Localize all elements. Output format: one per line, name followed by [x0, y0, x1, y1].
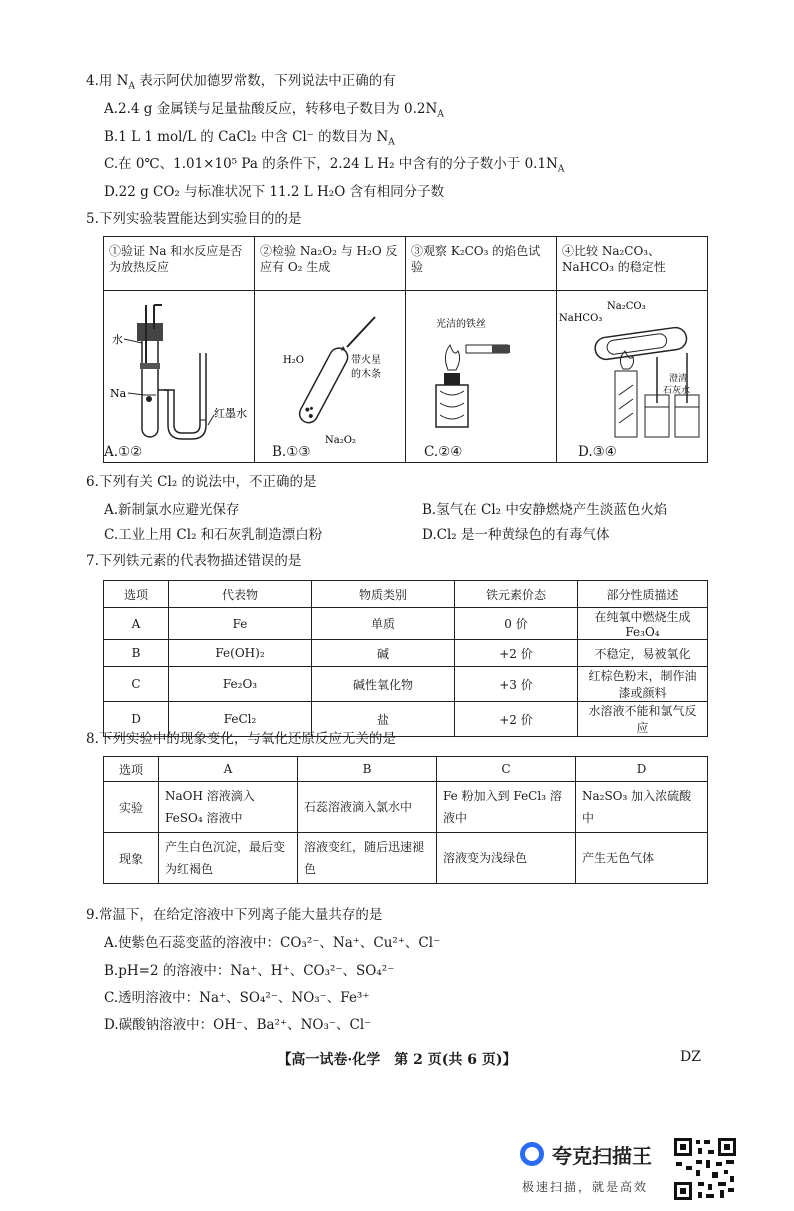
table-row: [104, 608, 708, 640]
label-nahco3: NaHCO₃: [559, 312, 603, 324]
cell: Fe 粉加入到 FeCl₃ 溶液中: [437, 782, 576, 833]
q7-header: 铁元素价态: [455, 581, 578, 608]
q7-header: 物质类别: [312, 581, 455, 608]
q8-header: C: [437, 757, 576, 782]
q7-header: 部分性质描述: [578, 581, 708, 608]
cell: 盐: [312, 702, 455, 737]
scanner-slogan: 极速扫描，就是高效: [522, 1180, 649, 1194]
cell: +2 价: [455, 702, 578, 737]
cell: Fe₂O₃: [169, 667, 312, 702]
q5-option-c: C.②④: [424, 444, 463, 460]
cell: 溶液变红，随后迅速褪色: [298, 833, 437, 884]
apparatus-na-water: [104, 290, 255, 462]
cell: 碱性氧化物: [312, 667, 455, 702]
q7-table: [103, 580, 708, 737]
qr-code-icon: [672, 1136, 738, 1202]
scanner-name: 夸克扫描王: [552, 1144, 652, 1168]
cell: FeCl₂: [169, 702, 312, 737]
q5-cell-4: ④比较 Na₂CO₃、NaHCO₃ 的稳定性: [557, 237, 708, 291]
q4-option-a: A.2.4 g 金属镁与足量盐酸反应，转移电子数目为 $0.2N_A$: [104, 101, 444, 120]
q5-cell-2: ②检验 Na₂O₂ 与 H₂O 反应有 O₂ 生成: [255, 237, 406, 291]
q8-header: B: [298, 757, 437, 782]
q8-header: A: [159, 757, 298, 782]
cell: A: [104, 608, 169, 640]
q4-option-d: D.22 g CO₂ 与标准状况下 11.2 L H₂O 含有相同分子数: [104, 184, 445, 200]
table-row: [104, 782, 708, 833]
apparatus-na2o2: [255, 290, 406, 462]
cell: Fe: [169, 608, 312, 640]
table-row: [104, 640, 708, 667]
q9-option-c: C.透明溶液中：Na⁺、SO₄²⁻、NO₃⁻、Fe³⁺: [104, 990, 370, 1006]
cell: Fe(OH)₂: [169, 640, 312, 667]
na2o2-diagram: [255, 295, 405, 455]
q8-header: D: [576, 757, 708, 782]
label-splint-2: 的木条: [351, 368, 381, 380]
table-row: [104, 833, 708, 884]
q8-stem: 8.下列实验中的现象变化，与氧化还原反应无关的是: [86, 731, 396, 747]
apparatus-carbonate-stability: [557, 290, 708, 462]
q6-option-a: A.新制氯水应避光保存: [104, 502, 240, 518]
q7-stem: 7.下列铁元素的代表物描述错误的是: [86, 553, 302, 569]
q9-stem: 9.常温下，在给定溶液中下列离子能大量共存的是: [86, 907, 383, 923]
q9-option-d: D.碳酸钠溶液中：OH⁻、Ba²⁺、NO₃⁻、Cl⁻: [104, 1017, 372, 1033]
scanner-watermark: [520, 1140, 670, 1200]
cell: Na₂SO₃ 加入浓硫酸中: [576, 782, 708, 833]
cell: +3 价: [455, 667, 578, 702]
cell: 产生白色沉淀，最后变为红褐色: [159, 833, 298, 884]
flame-test-diagram: [406, 295, 556, 455]
carbonate-diagram: [557, 295, 707, 455]
q5-apparatus-table: [103, 236, 708, 463]
row-label: 实验: [104, 782, 159, 833]
q6-option-d: D.Cl₂ 是一种黄绿色的有毒气体: [422, 527, 610, 543]
label-na2o2: Na₂O₂: [325, 434, 356, 446]
q6-stem: 6.下列有关 Cl₂ 的说法中，不正确的是: [86, 474, 317, 490]
q6-option-b: B.氢气在 Cl₂ 中安静燃烧产生淡蓝色火焰: [422, 502, 668, 518]
q5-cell-3: ③观察 K₂CO₃ 的焰色试验: [406, 237, 557, 291]
label-na2co3: Na₂CO₃: [607, 300, 646, 312]
q4-option-c: C.在 0℃、1.01×10⁵ Pa 的条件下，2.24 L H₂ 中含有的分子数小于 $0.1N_A$: [104, 156, 565, 175]
q8-header: 选项: [104, 757, 159, 782]
cell: B: [104, 640, 169, 667]
cell: 0 价: [455, 608, 578, 640]
label-h2o: H₂O: [283, 354, 304, 366]
cell: NaOH 溶液滴入 FeSO₄ 溶液中: [159, 782, 298, 833]
q5-option-a: A.①②: [104, 444, 143, 460]
label-water: 水: [112, 332, 123, 346]
cell: 单质: [312, 608, 455, 640]
q5-option-b: B.①③: [272, 444, 311, 460]
apparatus-flame-test: [406, 290, 557, 462]
cell: 溶液变为浅绿色: [437, 833, 576, 884]
label-na: Na: [110, 386, 127, 400]
cell: 在纯氧中燃烧生成 Fe₃O₄: [578, 608, 708, 640]
paper-code: DZ: [680, 1049, 701, 1065]
q6-option-c: C.工业上用 Cl₂ 和石灰乳制造漂白粉: [104, 527, 323, 543]
scanner-logo-icon: [520, 1142, 544, 1166]
label-limewater-2: 石灰水: [663, 385, 691, 396]
cell: 红棕色粉末，制作油漆或颜料: [578, 667, 708, 702]
cell: 石蕊溶液滴入氯水中: [298, 782, 437, 833]
q4-option-b: B.1 L 1 mol/L 的 CaCl₂ 中含 Cl⁻ 的数目为 $N_A$: [104, 129, 395, 148]
cell: 碱: [312, 640, 455, 667]
q9-option-b: B.pH=2 的溶液中：Na⁺、H⁺、CO₃²⁻、SO₄²⁻: [104, 963, 395, 979]
q7-header: 代表物: [169, 581, 312, 608]
table-row: [104, 667, 708, 702]
q7-header: 选项: [104, 581, 169, 608]
q5-cell-1: ①验证 Na 和水反应是否为放热反应: [104, 237, 255, 291]
q5-stem: 5.下列实验装置能达到实验目的的是: [86, 211, 302, 227]
label-iron-wire: 光洁的铁丝: [436, 318, 486, 330]
na-water-diagram: [104, 295, 254, 455]
cell: D: [104, 702, 169, 737]
row-label: 现象: [104, 833, 159, 884]
cell: 水溶液不能和氯气反应: [578, 702, 708, 737]
q5-option-d: D.③④: [578, 444, 617, 460]
page-footer: 【高一试卷·化学 第 2 页(共 6 页)】: [277, 1052, 517, 1068]
cell: +2 价: [455, 640, 578, 667]
q9-option-a: A.使紫色石蕊变蓝的溶液中：CO₃²⁻、Na⁺、Cu²⁺、Cl⁻: [104, 935, 441, 951]
label-limewater: 澄清: [669, 373, 688, 384]
q4-stem: 4.用 $N_A$ 表示阿伏加德罗常数，下列说法中正确的有: [86, 73, 396, 92]
cell: 不稳定，易被氧化: [578, 640, 708, 667]
cell: C: [104, 667, 169, 702]
label-splint: 带火星: [351, 354, 381, 366]
cell: 产生无色气体: [576, 833, 708, 884]
label-red-ink: 红墨水: [214, 406, 247, 420]
q8-table: [103, 756, 708, 884]
